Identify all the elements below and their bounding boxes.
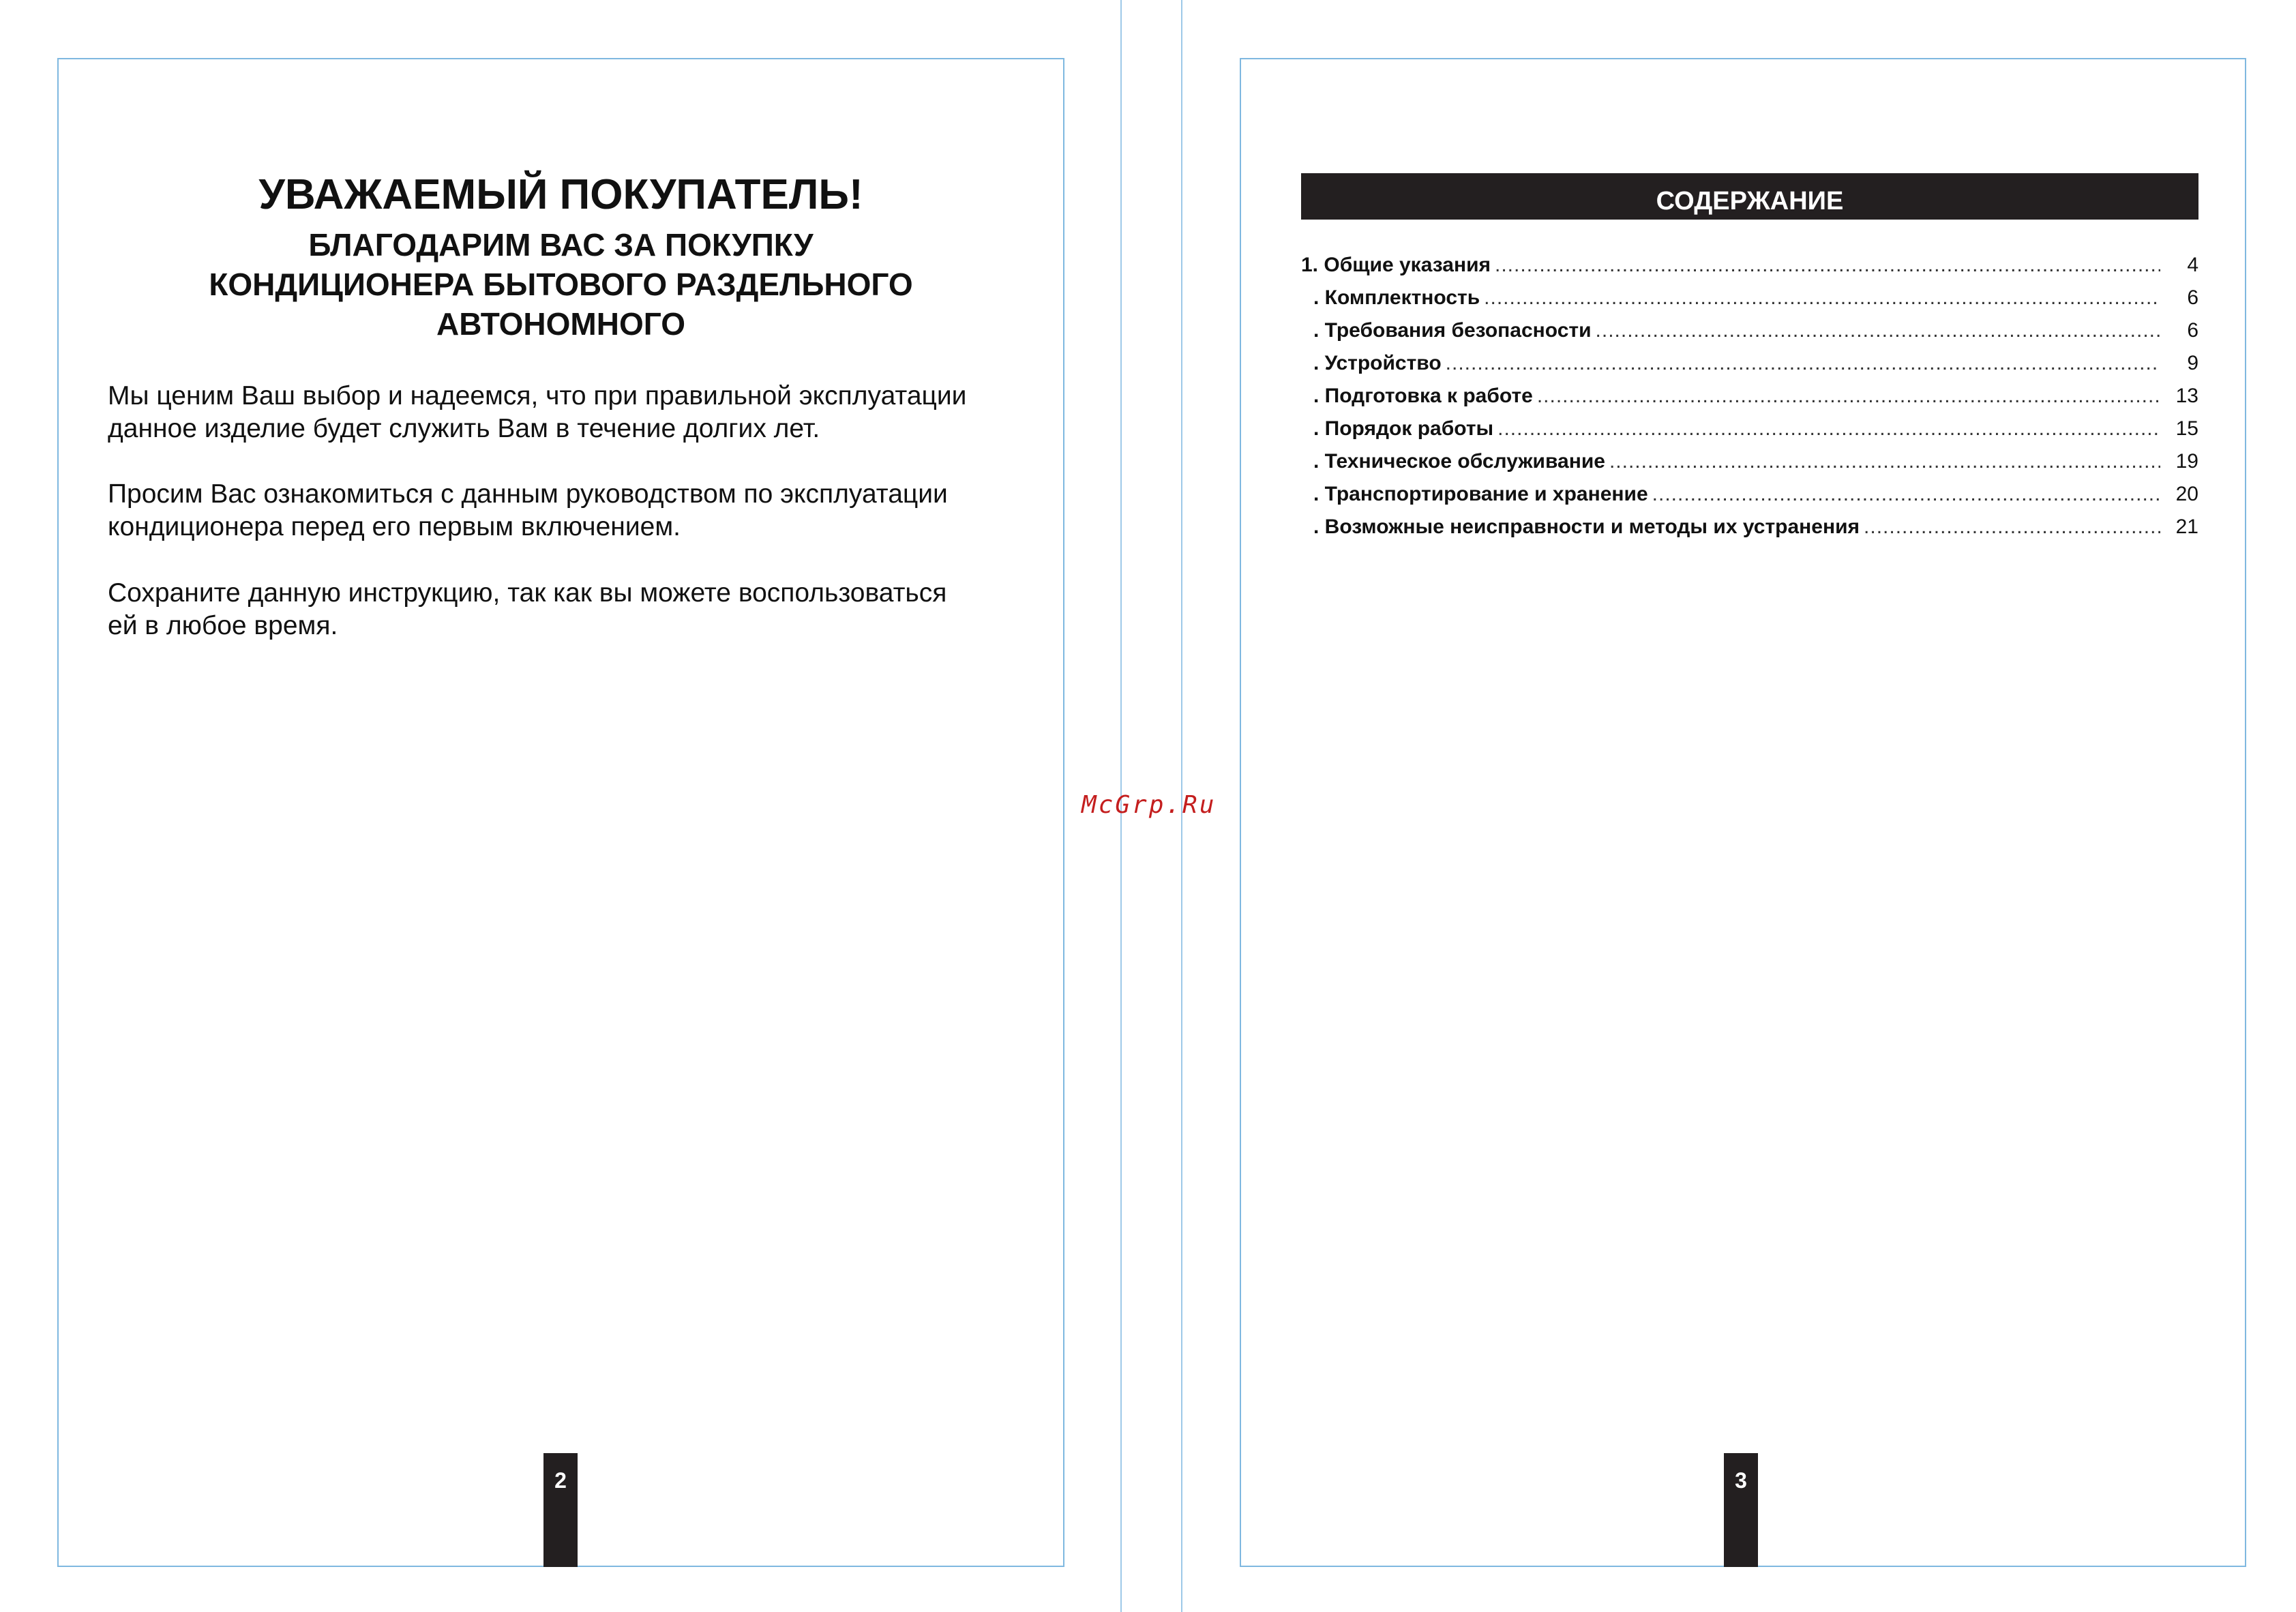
toc-item[interactable] [1301,254,2198,286]
page-number: 3 [1735,1468,1747,1493]
toc-item-page: 19 [2175,450,2198,473]
keep-manual-paragraph [108,577,946,642]
toc-leader [1497,417,2160,441]
toc-leader [1596,319,2160,342]
toc-item-title: . Возможные неисправности и методы их устранения [1313,516,1860,538]
toc-item-page: 4 [2187,254,2198,276]
toc-item[interactable] [1301,385,2198,417]
subtitle-line: АВТОНОМНОГО [436,306,685,342]
toc-item-page: 15 [2175,417,2198,440]
toc-item-title: . Порядок работы [1313,417,1494,440]
toc-item-page: 13 [2175,385,2198,407]
intro-paragraph [108,380,966,445]
subtitle-line: КОНДИЦИОНЕРА БЫТОВОГО РАЗДЕЛЬНОГО [209,267,913,302]
toc-item-title: . Устройство [1313,352,1442,374]
toc-leader [1495,254,2160,277]
toc-item-page: 9 [2187,352,2198,374]
watermark: McGrp.Ru [1082,791,1217,819]
toc-item[interactable] [1301,483,2198,516]
toc-leader [1864,516,2160,539]
toc-leader [1609,450,2160,473]
toc-item-title: . Транспортирование и хранение [1313,483,1648,505]
toc-item-title: . Комплектность [1313,286,1480,309]
toc-leader [1652,483,2160,506]
page-subtitle [57,225,1064,344]
toc-leader [1537,385,2160,408]
toc-item-title: . Требования безопасности [1313,319,1592,342]
toc-item[interactable] [1301,319,2198,352]
toc-item[interactable] [1301,286,2198,319]
paragraph-line: Сохраните данную инструкцию, так как вы можете воспользоваться [108,578,947,608]
toc-leader [1484,286,2160,310]
page-number: 2 [554,1468,567,1493]
toc-item-title: . Техническое обслуживание [1313,450,1605,473]
toc-item-title: . Подготовка к работе [1313,385,1533,407]
read-manual-paragraph [108,478,948,543]
toc-item[interactable] [1301,516,2198,548]
table-of-contents [1301,254,2198,548]
paragraph-line: Просим Вас ознакомиться с данным руководством по эксплуатации [108,479,948,509]
toc-item-title: 1. Общие указания [1301,254,1491,276]
paragraph-line: Мы ценим Ваш выбор и надеемся, что при правильной эксплуатации [108,381,967,411]
toc-item-page: 21 [2175,516,2198,538]
toc-header: СОДЕРЖАНИЕ [1301,173,2198,220]
toc-item-page: 6 [2187,319,2198,342]
page-number-tab-left [543,1453,578,1567]
toc-item[interactable] [1301,417,2198,450]
toc-item-page: 6 [2187,286,2198,309]
toc-leader [1446,352,2160,375]
toc-item-page: 20 [2175,483,2198,505]
paragraph-line: данное изделие будет служить Вам в течение долгих лет. [108,414,820,443]
page-title: УВАЖАЕМЫЙ ПОКУПАТЕЛЬ! [258,171,863,218]
subtitle-line: БЛАГОДАРИМ ВАС ЗА ПОКУПКУ [308,227,814,263]
page-number-tab-right [1724,1453,1758,1567]
toc-item[interactable] [1301,450,2198,483]
toc-item[interactable] [1301,352,2198,385]
paragraph-line: кондиционера перед его первым включением. [108,512,681,541]
paragraph-line: ей в любое время. [108,611,338,640]
